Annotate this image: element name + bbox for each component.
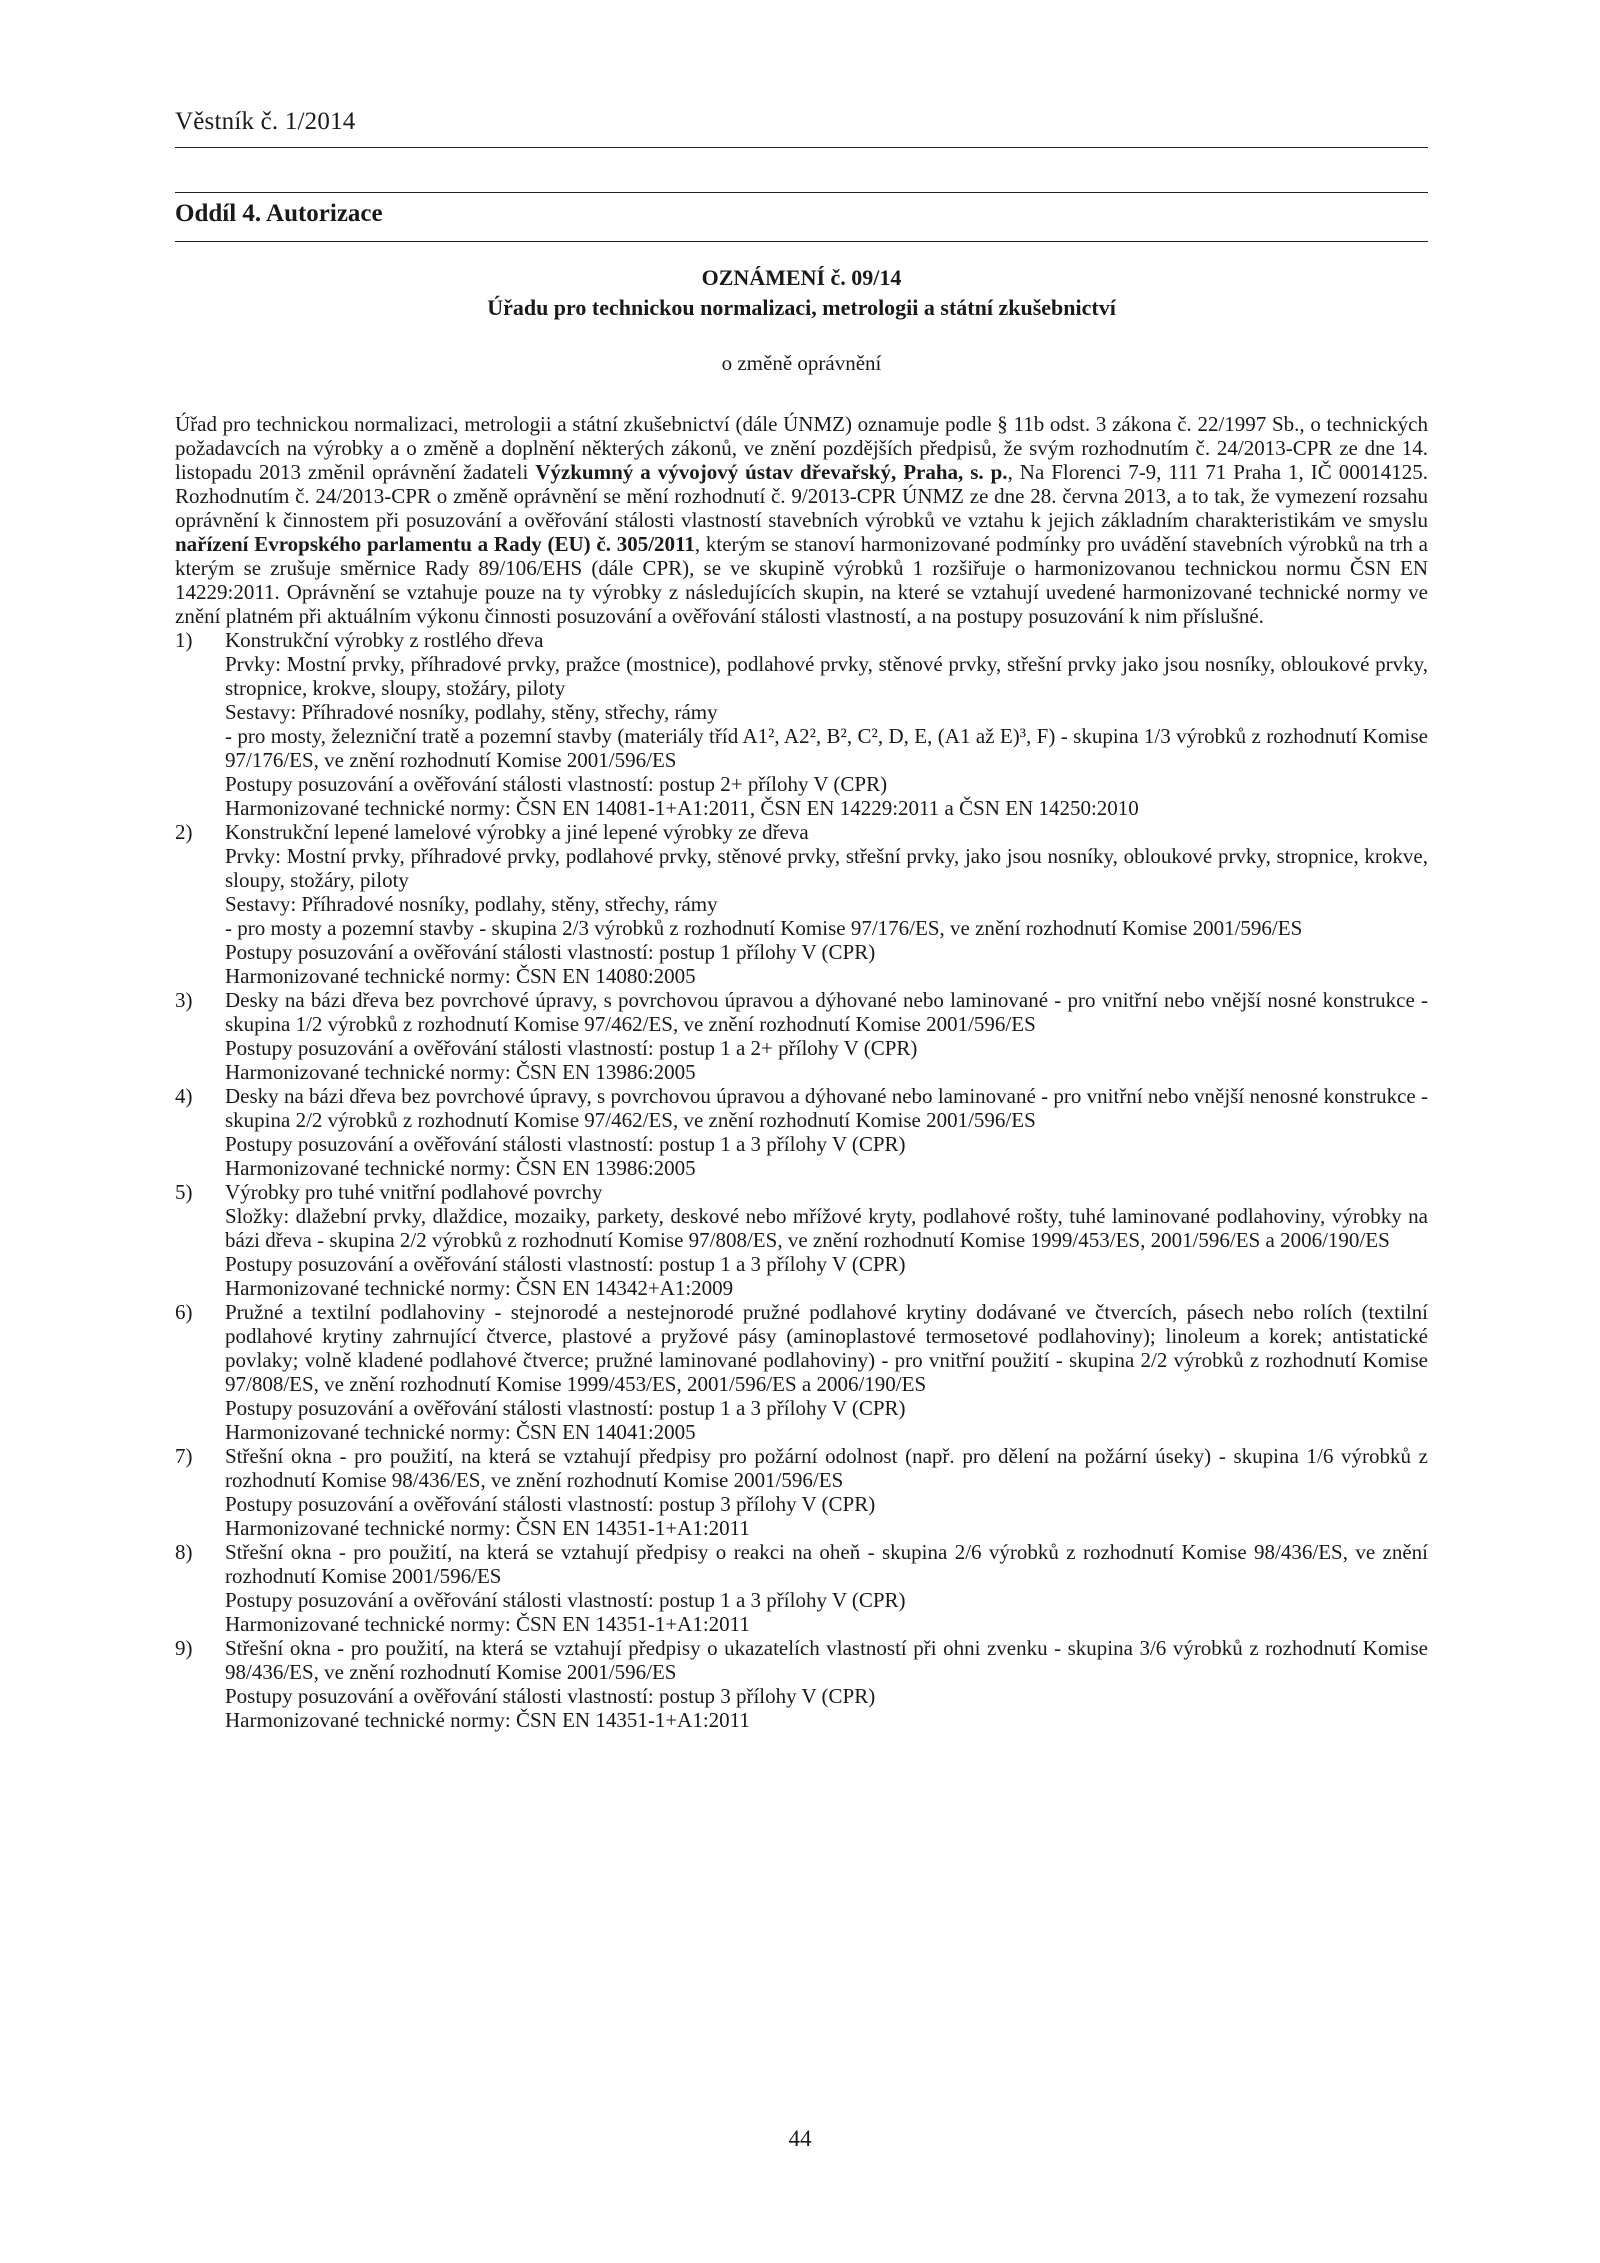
- list-item-number: 2): [175, 820, 193, 844]
- list-item-line: Desky na bázi dřeva bez povrchové úpravy, s povrchovou úpravou a dýhované nebo laminované - pro vnitřní nebo vnější nosné konstrukce - skupina 1/2 výrobků z rozhodnutí Komise 97/462/ES, ve znění rozhodnutí Komise 2001/596/ES: [225, 988, 1428, 1036]
- list-item-line: Sestavy: Příhradové nosníky, podlahy, stěny, střechy, rámy: [225, 700, 718, 724]
- list-item: [175, 1540, 1428, 1636]
- list-item-number: 7): [175, 1444, 193, 1468]
- list-item-line: Střešní okna - pro použití, na která se vztahují předpisy o ukazatelích vlastností při ohni zvenku - skupina 3/6 výrobků z rozhodnutí Komise 98/436/ES, ve znění rozhodnutí Komise 2001/596/ES: [225, 1636, 1428, 1684]
- section-bottom-rule: [175, 241, 1428, 242]
- list-item-line: Harmonizované technické normy: ČSN EN 13986:2005: [225, 1156, 696, 1180]
- product-group-list: [175, 628, 1428, 1732]
- list-item-body: [225, 988, 1428, 1084]
- list-item-line: Harmonizované technické normy: ČSN EN 13986:2005: [225, 1060, 696, 1084]
- list-item-line: Sestavy: Příhradové nosníky, podlahy, stěny, střechy, rámy: [225, 892, 718, 916]
- list-item-line: Výrobky pro tuhé vnitřní podlahové povrchy: [225, 1180, 603, 1204]
- list-item-line: Postupy posuzování a ověřování stálosti vlastností: postup 1 a 3 přílohy V (CPR): [225, 1132, 906, 1156]
- list-item-line: Postupy posuzování a ověřování stálosti vlastností: postup 1 a 2+ přílohy V (CPR): [225, 1036, 918, 1060]
- intro-paragraph: [175, 412, 1428, 628]
- list-item-line: Harmonizované technické normy: ČSN EN 14351-1+A1:2011: [225, 1708, 750, 1732]
- list-item-line: Postupy posuzování a ověřování stálosti vlastností: postup 1 a 3 přílohy V (CPR): [225, 1252, 906, 1276]
- list-item-line: Pružné a textilní podlahoviny - stejnorodé a nestejnorodé pružné podlahové krytiny dodávané ve čtvercích, pásech nebo rolích (textilní podlahové krytiny zahrnující čtverce, plastové a pryžové pásy (aminoplastové termosetové podlahoviny); linoleum a korek; antistatické povlaky; volně kladené podlahové čtverce; pružné laminované podlahoviny) - pro vnitřní použití - skupina 2/2 výrobků z rozhodnutí Komise 97/808/ES, ve znění rozhodnutí Komise 1999/453/ES, 2001/596/ES a 2006/190/ES: [225, 1300, 1428, 1396]
- list-item: [175, 1636, 1428, 1732]
- notice-issuer: Úřadu pro technickou normalizaci, metrologii a státní zkušebnictví: [487, 295, 1116, 320]
- list-item-line: Postupy posuzování a ověřování stálosti vlastností: postup 2+ přílohy V (CPR): [225, 772, 888, 796]
- list-item-body: [225, 1444, 1428, 1540]
- list-item-body: [225, 1084, 1428, 1180]
- list-item: [175, 1300, 1428, 1444]
- intro-regulation-name: nařízení Evropského parlamentu a Rady (EU) č. 305/2011: [175, 532, 695, 556]
- page-number: 44: [788, 2126, 812, 2151]
- list-item-line: Desky na bázi dřeva bez povrchové úpravy, s povrchovou úpravou a dýhované nebo laminované - pro vnitřní nebo vnější nenosné konstrukce - skupina 2/2 výrobků z rozhodnutí Komise 97/462/ES, ve znění rozhodnutí Komise 2001/596/ES: [225, 1084, 1428, 1132]
- intro-applicant-name: Výzkumný a vývojový ústav dřevařský, Praha, s. p.: [535, 460, 1008, 484]
- list-item-number: 5): [175, 1180, 193, 1204]
- list-item-body: [225, 1540, 1428, 1636]
- list-item-line: Prvky: Mostní prvky, příhradové prvky, pražce (mostnice), podlahové prvky, stěnové prvky, střešní prvky jako jsou nosníky, obloukové prvky, stropnice, krokve, sloupy, stožáry, piloty: [225, 652, 1428, 700]
- list-item-line: Harmonizované technické normy: ČSN EN 14080:2005: [225, 964, 696, 988]
- list-item-line: - pro mosty, železniční tratě a pozemní stavby (materiály tříd A1², A2², B², C², D, E, (A1 až E)³, F) - skupina 1/3 výrobků z rozhodnutí Komise 97/176/ES, ve znění rozhodnutí Komise 2001/596/ES: [225, 724, 1428, 772]
- list-item-number: 1): [175, 628, 193, 652]
- list-item-line: Střešní okna - pro použití, na která se vztahují předpisy o reakci na oheň - skupina 2/6 výrobků z rozhodnutí Komise 98/436/ES, ve znění rozhodnutí Komise 2001/596/ES: [225, 1540, 1428, 1588]
- section-title: Oddíl 4. Autorizace: [175, 200, 383, 227]
- header-rule: [175, 147, 1428, 148]
- journal-header-title: Věstník č. 1/2014: [175, 108, 356, 135]
- notice-body: [175, 412, 1428, 1732]
- list-item-body: [225, 1180, 1428, 1300]
- list-item-body: [225, 820, 1428, 988]
- list-item-line: Konstrukční výrobky z rostlého dřeva: [225, 628, 544, 652]
- list-item-body: [225, 1300, 1428, 1444]
- list-item: [175, 988, 1428, 1084]
- list-item-line: Postupy posuzování a ověřování stálosti vlastností: postup 1 a 3 přílohy V (CPR): [225, 1396, 906, 1420]
- list-item-line: Postupy posuzování a ověřování stálosti vlastností: postup 1 přílohy V (CPR): [225, 940, 876, 964]
- notice-subject: o změně oprávnění: [721, 351, 882, 375]
- list-item-line: Harmonizované technické normy: ČSN EN 14041:2005: [225, 1420, 696, 1444]
- list-item-line: Konstrukční lepené lamelové výrobky a jiné lepené výrobky ze dřeva: [225, 820, 809, 844]
- intro-text-2: , Na Florenci 7-9, 111 71 Praha 1, IČ 00014125. Rozhodnutím č. 24/2013-CPR o změně oprávnění se mění rozhodnutí č. 9/2013-CPR ÚNMZ ze dne 28. června 2013, a to tak, že vymezení rozsahu oprávnění k činnostem při posuzování a ověřování stálosti vlastností stavebních výrobků ve vztahu k jejich základním charakteristikám ve smyslu: [175, 460, 1428, 532]
- list-item: [175, 1180, 1428, 1300]
- list-item-line: Harmonizované technické normy: ČSN EN 14351-1+A1:2011: [225, 1612, 750, 1636]
- list-item-number: 3): [175, 988, 193, 1012]
- list-item: [175, 1084, 1428, 1180]
- list-item-number: 4): [175, 1084, 193, 1108]
- list-item-number: 8): [175, 1540, 193, 1564]
- list-item-line: Složky: dlažební prvky, dlaždice, mozaiky, parkety, deskové nebo mřížové kryty, podlahové rošty, tuhé laminované podlahoviny, výrobky na bázi dřeva - skupina 2/2 výrobků z rozhodnutí Komise 97/808/ES, ve znění rozhodnutí Komise 1999/453/ES, 2001/596/ES a 2006/190/ES: [225, 1204, 1428, 1252]
- list-item-line: Postupy posuzování a ověřování stálosti vlastností: postup 3 přílohy V (CPR): [225, 1684, 876, 1708]
- list-item-line: Prvky: Mostní prvky, příhradové prvky, podlahové prvky, stěnové prvky, střešní prvky, jako jsou nosníky, obloukové prvky, stropnice, krokve, sloupy, stožáry, piloty: [225, 844, 1428, 892]
- notice-heading: [175, 263, 1428, 377]
- section-top-rule: [175, 192, 1428, 193]
- list-item-line: Postupy posuzování a ověřování stálosti vlastností: postup 3 přílohy V (CPR): [225, 1492, 876, 1516]
- list-item: [175, 628, 1428, 820]
- list-item-number: 9): [175, 1636, 193, 1660]
- list-item: [175, 820, 1428, 988]
- list-item-line: Postupy posuzování a ověřování stálosti vlastností: postup 1 a 3 přílohy V (CPR): [225, 1588, 906, 1612]
- list-item-number: 6): [175, 1300, 193, 1324]
- list-item-line: Harmonizované technické normy: ČSN EN 14342+A1:2009: [225, 1276, 734, 1300]
- list-item-body: [225, 628, 1428, 820]
- intro-text-1: Úřad pro technickou normalizaci, metrologii a státní zkušebnictví (dále ÚNMZ) oznamuje podle § 11b odst. 3 zákona č. 22/1997 Sb., o technických požadavcích na výrobky a o změně a doplnění některých zákonů, ve znění pozdějších předpisů, že svým rozhodnutím č. 24/2013-CPR ze dne 14. listopadu 2013 změnil oprávnění žadateli: [175, 412, 1428, 484]
- list-item-line: Harmonizované technické normy: ČSN EN 14081-1+A1:2011, ČSN EN 14229:2011 a ČSN EN 14250:2010: [225, 796, 1139, 820]
- list-item-line: Harmonizované technické normy: ČSN EN 14351-1+A1:2011: [225, 1516, 750, 1540]
- list-item-line: Střešní okna - pro použití, na která se vztahují předpisy pro požární odolnost (např. pro dělení na požární úseky) - skupina 1/6 výrobků z rozhodnutí Komise 98/436/ES, ve znění rozhodnutí Komise 2001/596/ES: [225, 1444, 1428, 1492]
- list-item-line: - pro mosty a pozemní stavby - skupina 2/3 výrobků z rozhodnutí Komise 97/176/ES, ve znění rozhodnutí Komise 2001/596/ES: [225, 916, 1303, 940]
- list-item-body: [225, 1636, 1428, 1732]
- intro-text-3: , kterým se stanoví harmonizované podmínky pro uvádění stavebních výrobků na trh a kterým se zrušuje směrnice Rady 89/106/EHS (dále CPR), se ve skupině výrobků 1 rozšiřuje o harmonizovanou technickou normu ČSN EN 14229:2011. Oprávnění se vztahuje pouze na ty výrobky z následujících skupin, na které se vztahují uvedené harmonizované technické normy ve znění platném při aktuálním výkonu činnosti posuzování a ověřování stálosti vlastností, a na postupy posuzování k nim příslušné.: [175, 532, 1428, 628]
- list-item: [175, 1444, 1428, 1540]
- notice-number: OZNÁMENÍ č. 09/14: [701, 265, 902, 290]
